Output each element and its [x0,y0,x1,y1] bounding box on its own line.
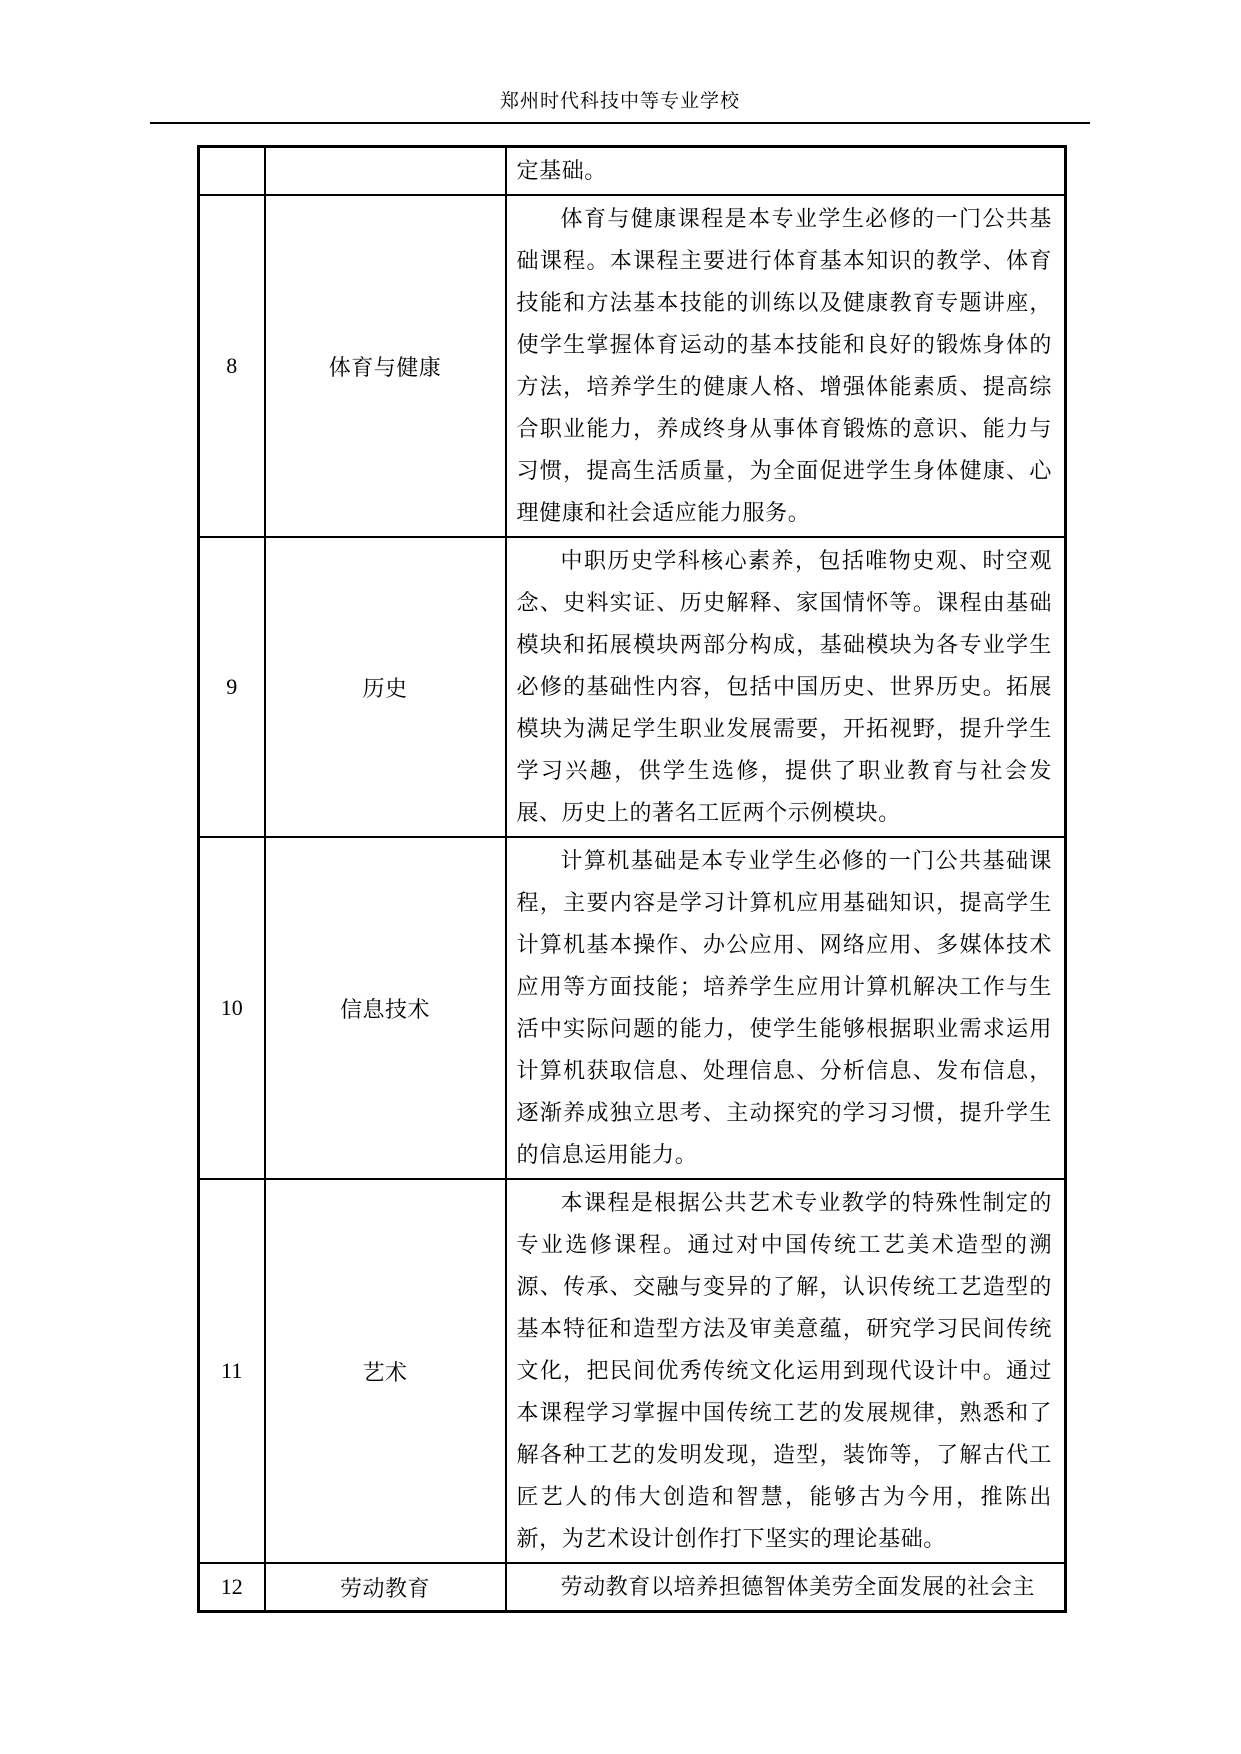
course-name-cell: 信息技术 [265,837,506,1179]
course-name-cell [265,147,506,196]
course-description-cell [506,1563,1066,1612]
page-header [150,86,1090,124]
course-description: 计算机基础是本专业学生必修的一门公共基础课程，主要内容是学习计算机应用基础知识，提高学生计算机基本操作、办公应用、网络应用、多媒体技术应用等方面技能；培养学生应用计算机解决工作与生活中实际问题的能力，使学生能够根据职业需求运用计算机获取信息、处理信息、分析信息、发布信息，逐渐养成独立思考、主动探究的学习习惯，提升学生的信息运用能力。 [516,848,1052,1167]
course-name-cell: 体育与健康 [265,195,506,537]
table-row [199,837,1066,1179]
course-description-cell [506,195,1066,537]
course-name-cell: 历史 [265,537,506,837]
row-number-cell: 12 [199,1563,265,1612]
course-description: 本课程是根据公共艺术专业教学的特殊性制定的专业选修课程。通过对中国传统工艺美术造型的溯源、传承、交融与变异的了解，认识传统工艺造型的基本特征和造型方法及审美意蕴，研究学习民间传统文化，把民间优秀传统文化运用到现代设计中。通过本课程学习掌握中国传统工艺的发展规律，熟悉和了解各种工艺的发明发现，造型，装饰等，了解古代工匠艺人的伟大创造和智慧，能够古为今用，推陈出新，为艺术设计创作打下坚实的理论基础。 [516,1190,1052,1551]
course-description: 劳动教育以培养担德智体美劳全面发展的社会主 [560,1574,1036,1599]
row-number-cell: 9 [199,537,265,837]
table-row [199,195,1066,537]
row-number-cell [199,147,265,196]
course-description-cell [506,1179,1066,1563]
course-description: 体育与健康课程是本专业学生必修的一门公共基础课程。本课程主要进行体育基本知识的教学、体育技能和方法基本技能的训练以及健康教育专题讲座，使学生掌握体育运动的基本技能和良好的锻炼身体的方法，培养学生的健康人格、增强体能素质、提高综合职业能力，养成终身从事体育锻炼的意识、能力与习惯，提高生活质量，为全面促进学生身体健康、心理健康和社会适应能力服务。 [516,206,1052,525]
course-description-cell [506,537,1066,837]
table-row [199,537,1066,837]
row-number-cell: 8 [199,195,265,537]
course-description-cell [506,837,1066,1179]
course-description-cell [506,147,1066,196]
table-row [199,1179,1066,1563]
row-number-cell: 10 [199,837,265,1179]
row-number-cell: 11 [199,1179,265,1563]
school-name: 郑州时代科技中等专业学校 [499,91,740,112]
table-row [199,147,1066,196]
course-description: 中职历史学科核心素养，包括唯物史观、时空观念、史料实证、历史解释、家国情怀等。课程由基础模块和拓展模块两部分构成，基础模块为各专业学生必修的基础性内容，包括中国历史、世界历史。拓展模块为满足学生职业发展需要，开拓视野，提升学生学习兴趣，供学生选修，提供了职业教育与社会发展、历史上的著名工匠两个示例模块。 [516,548,1052,825]
course-name-cell: 艺术 [265,1179,506,1563]
course-description: 定基础。 [516,158,607,183]
courses-table [197,145,1067,1613]
table-row [199,1563,1066,1612]
course-name-cell: 劳动教育 [265,1563,506,1612]
